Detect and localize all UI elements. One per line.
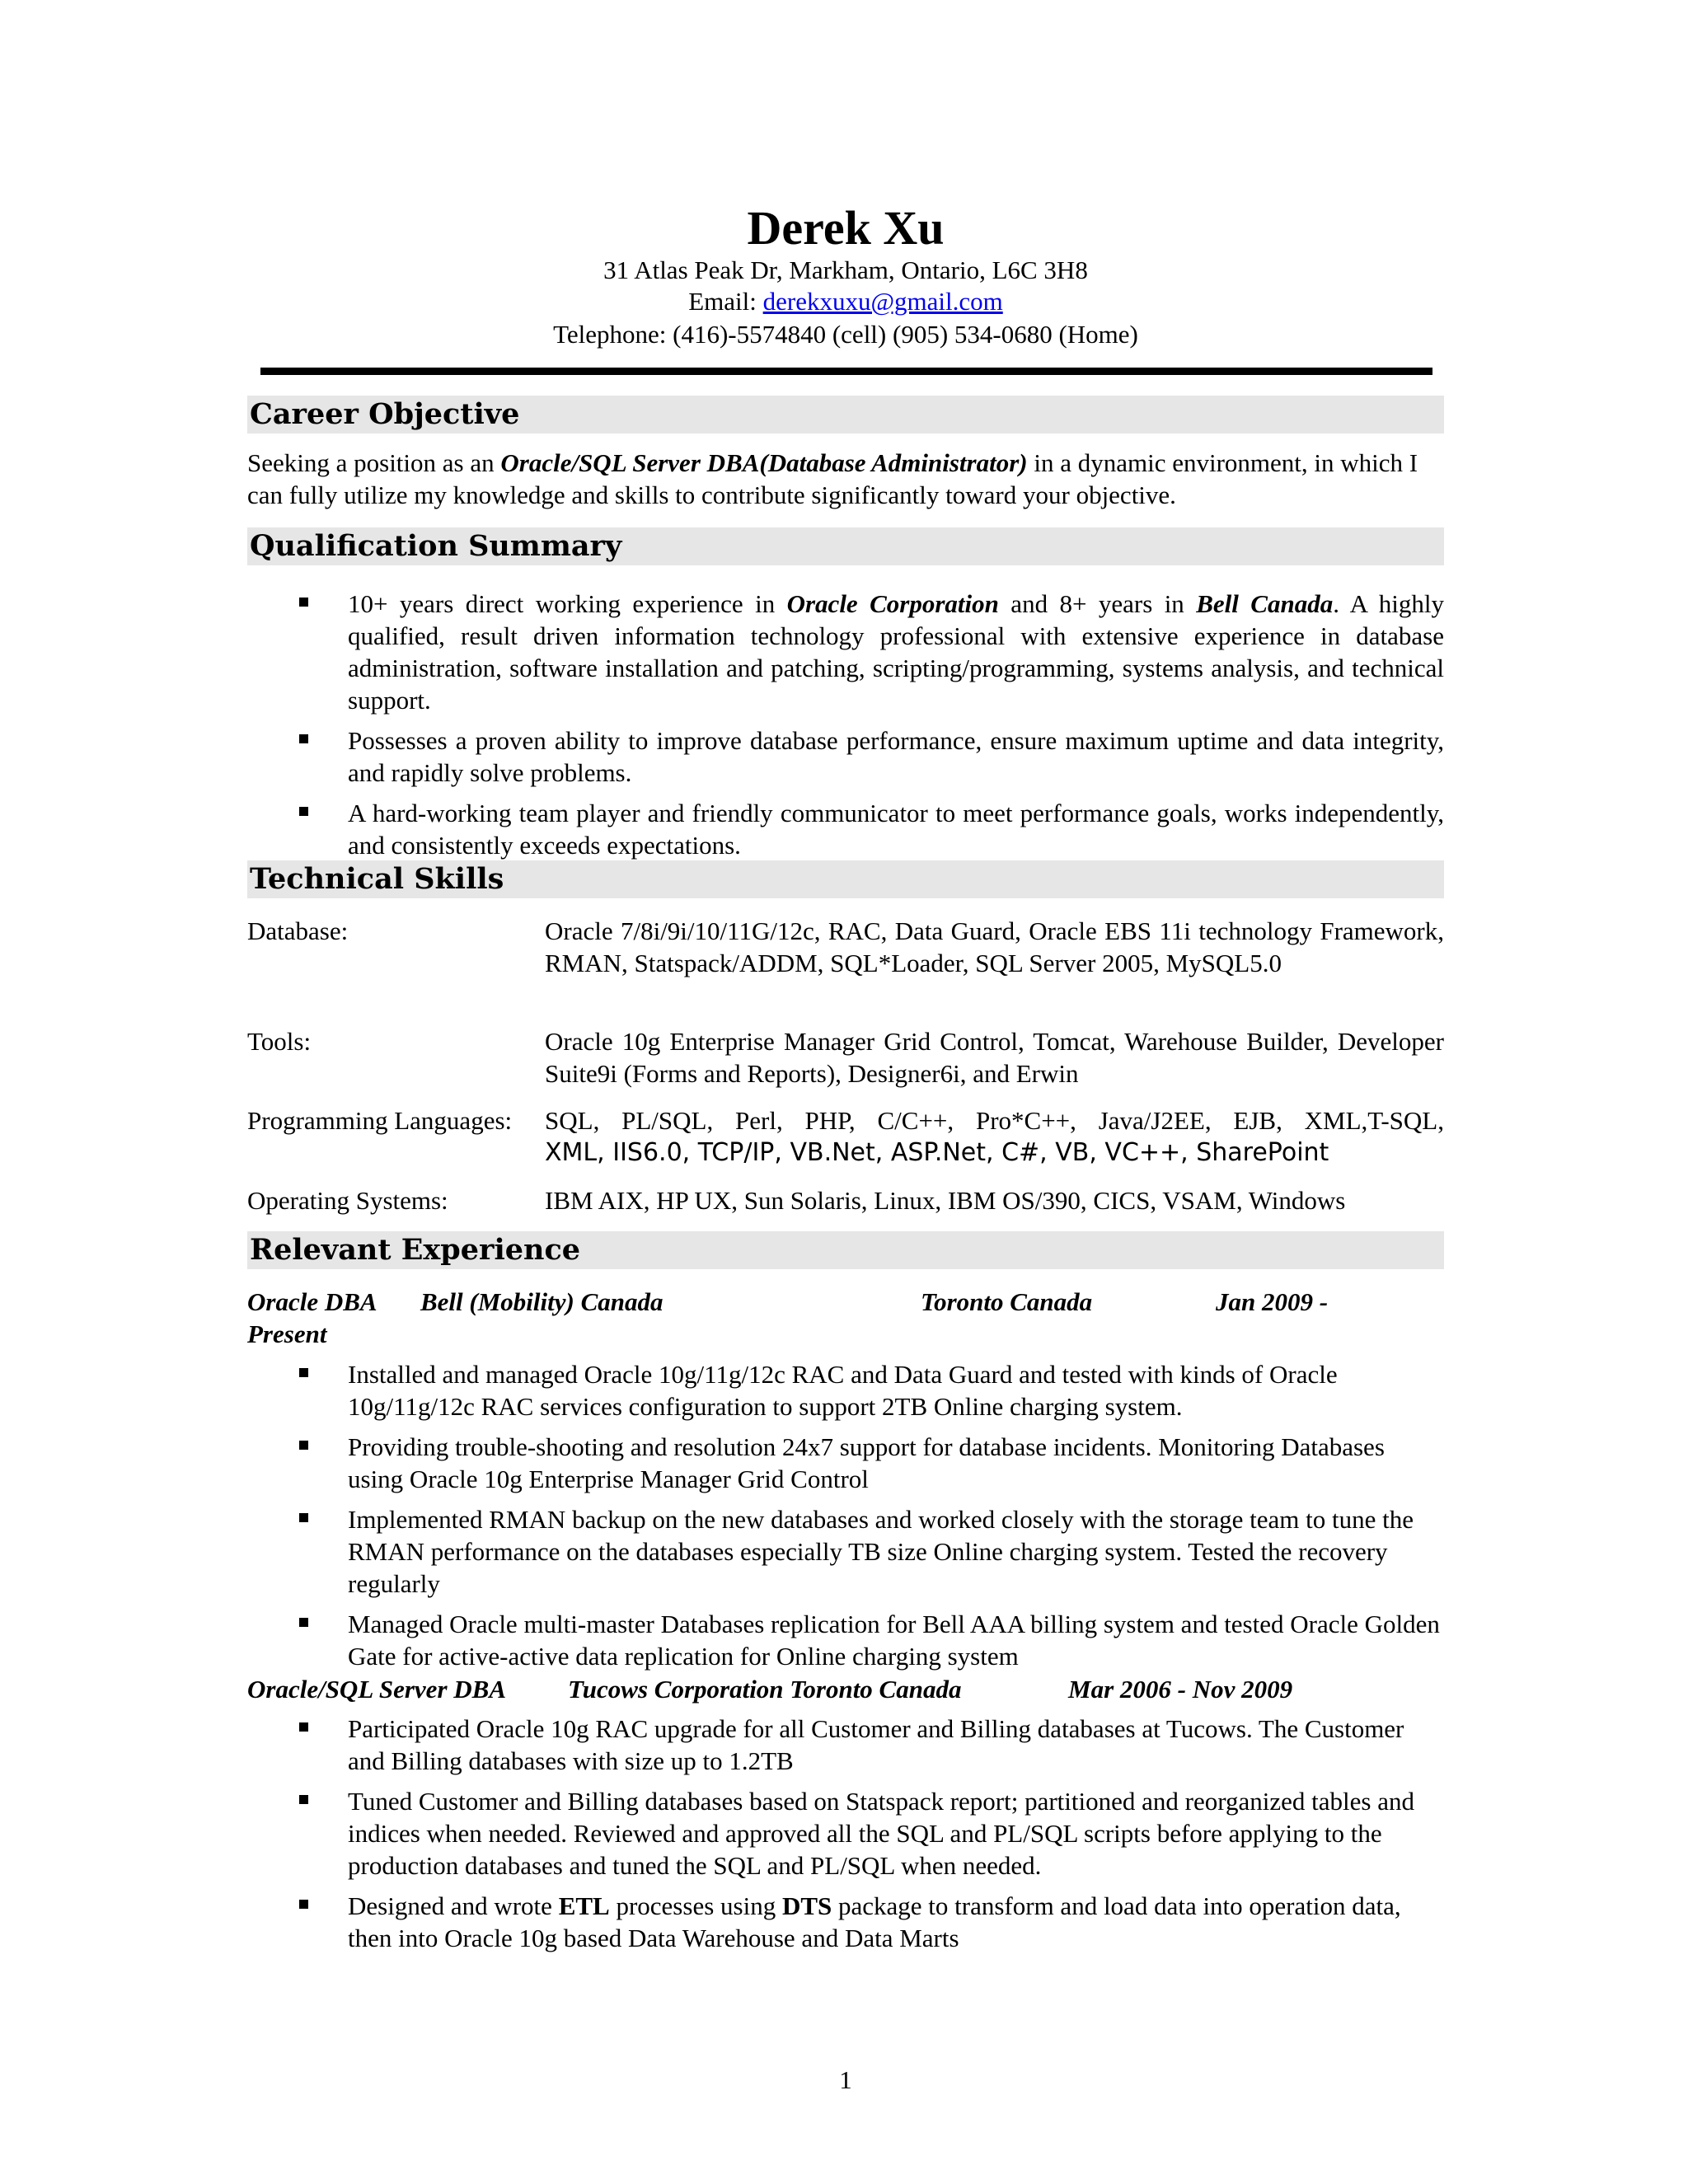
skill-label-database: Database: [247, 916, 349, 945]
objective-emphasis: Oracle/SQL Server DBA(Database Administrator) [500, 448, 1028, 477]
telephone: Telephone: (416)-5574840 (cell) (905) 534-0680 (Home) [553, 320, 1138, 349]
candidate-name: Derek Xu [747, 201, 945, 255]
list-item: A hard-working team player and friendly communicator to meet performance goals, works independently, and consistently exceeds expectations. [247, 797, 1444, 861]
skill-value-database: Oracle 7/8i/9i/10/11G/12c, RAC, Data Guard, Oracle EBS 11i technology Framework, RMAN, Statspack/ADDM, SQL*Loader, SQL Server 2005, MySQL5.0 [545, 916, 1444, 977]
email-line [247, 286, 1444, 317]
page-number: 1 [839, 2065, 852, 2094]
objective-text-after: in a dynamic environment, in which I can fully utilize my knowledge and skills to contribute significantly toward your objective. [247, 448, 1418, 509]
job2-duties [247, 1713, 1444, 1954]
relevant-experience-heading: Relevant Experience [247, 1231, 1444, 1269]
objective-text-before: Seeking a position as an [247, 448, 501, 477]
skill-value-tools: Oracle 10g Enterprise Manager Grid Control, Tomcat, Warehouse Builder, Developer Suite9i (Forms and Reports), Designer6i, and Erwin [545, 1027, 1444, 1088]
bullet-square-icon [299, 1722, 308, 1732]
bullet-square-icon [299, 807, 308, 816]
skill-label-tools: Tools: [247, 1027, 312, 1056]
bullet-square-icon [299, 1368, 308, 1377]
list-item: Providing trouble-shooting and resolution 24x7 support for database incidents. Monitoring Databases using Oracle 10g Enterprise Manager Grid Control [247, 1431, 1444, 1495]
list-item: Installed and managed Oracle 10g/11g/12c RAC and Data Guard and tested with kinds of Oracle 10g/11g/12c RAC services configuration to support 2TB Online charging system. [247, 1358, 1444, 1422]
header-divider [260, 368, 1432, 375]
career-objective-text [247, 447, 1444, 511]
email-label: Email: [688, 287, 763, 316]
job2-title: Oracle/SQL Server DBA [247, 1675, 506, 1704]
job1-header [247, 1286, 1444, 1350]
job2-dates: Mar 2006 - Nov 2009 [1068, 1675, 1293, 1704]
list-item: 10+ years direct working experience in Oracle Corporation and 8+ years in Bell Canada. A highly qualified, result driven information technology professional with extensive experience in database administration, software installation and patching, scripting/programming, systems analysis, and technical support. [247, 588, 1444, 716]
bullet-square-icon [299, 1795, 308, 1804]
bullet-square-icon [299, 598, 308, 607]
bullet-square-icon [299, 1441, 308, 1450]
career-objective-heading: Career Objective [247, 396, 1444, 434]
list-item: Implemented RMAN backup on the new databases and worked closely with the storage team to tune the RMAN performance on the databases especially TB size Online charging system. Tested the recovery regularly [247, 1503, 1444, 1600]
skill-label-os: Operating Systems: [247, 1186, 448, 1215]
list-item: Designed and wrote ETL processes using DTS package to transform and load data into operation data, then into Oracle 10g based Data Warehouse and Data Marts [247, 1890, 1444, 1954]
list-item: Managed Oracle multi-master Databases replication for Bell AAA billing system and tested Oracle Golden Gate for active-active data replication for Online charging system [247, 1608, 1444, 1672]
email-link[interactable]: derekxuxu@gmail.com [762, 287, 1003, 316]
job1-duties [247, 1358, 1444, 1672]
list-item: Possesses a proven ability to improve database performance, ensure maximum uptime and data integrity, and rapidly solve problems. [247, 724, 1444, 789]
job1-dates-start: Jan 2009 - [1216, 1287, 1329, 1316]
qualification-summary-heading: Qualification Summary [247, 527, 1444, 565]
list-item: Tuned Customer and Billing databases based on Statspack report; partitioned and reorganized tables and indices when needed. Reviewed and approved all the SQL and PL/SQL scripts before applying to the production databases and tuned the SQL and PL/SQL when needed. [247, 1785, 1444, 1882]
bullet-square-icon [299, 734, 308, 743]
job1-company: Bell (Mobility) Canada [420, 1287, 663, 1316]
bullet-square-icon [299, 1618, 308, 1627]
job1-dates-end: Present [247, 1319, 327, 1348]
skill-label-programming: Programming Languages: [247, 1106, 513, 1135]
job2-header [247, 1673, 1444, 1705]
technical-skills-heading: Technical Skills [247, 860, 1444, 898]
bullet-square-icon [299, 1513, 308, 1522]
job1-title: Oracle DBA [247, 1287, 377, 1316]
job1-location: Toronto Canada [921, 1287, 1093, 1316]
skill-value-programming: SQL, PL/SQL, Perl, PHP, C/C++, Pro*C++, Java/J2EE, EJB, XML,T-SQL, XML, IIS6.0, TCP/IP, VB.Net, ASP.Net, C#, VB, VC++, SharePoint [545, 1106, 1444, 1167]
address: 31 Atlas Peak Dr, Markham, Ontario, L6C 3H8 [603, 255, 1088, 284]
qualification-list [247, 588, 1444, 861]
bullet-square-icon [299, 1900, 308, 1909]
skill-value-os: IBM AIX, HP UX, Sun Solaris, Linux, IBM OS/390, CICS, VSAM, Windows [545, 1186, 1346, 1215]
job2-company: Tucows Corporation Toronto Canada [568, 1675, 962, 1704]
list-item: Participated Oracle 10g RAC upgrade for all Customer and Billing databases at Tucows. The Customer and Billing databases with size up to 1.2TB [247, 1713, 1444, 1777]
